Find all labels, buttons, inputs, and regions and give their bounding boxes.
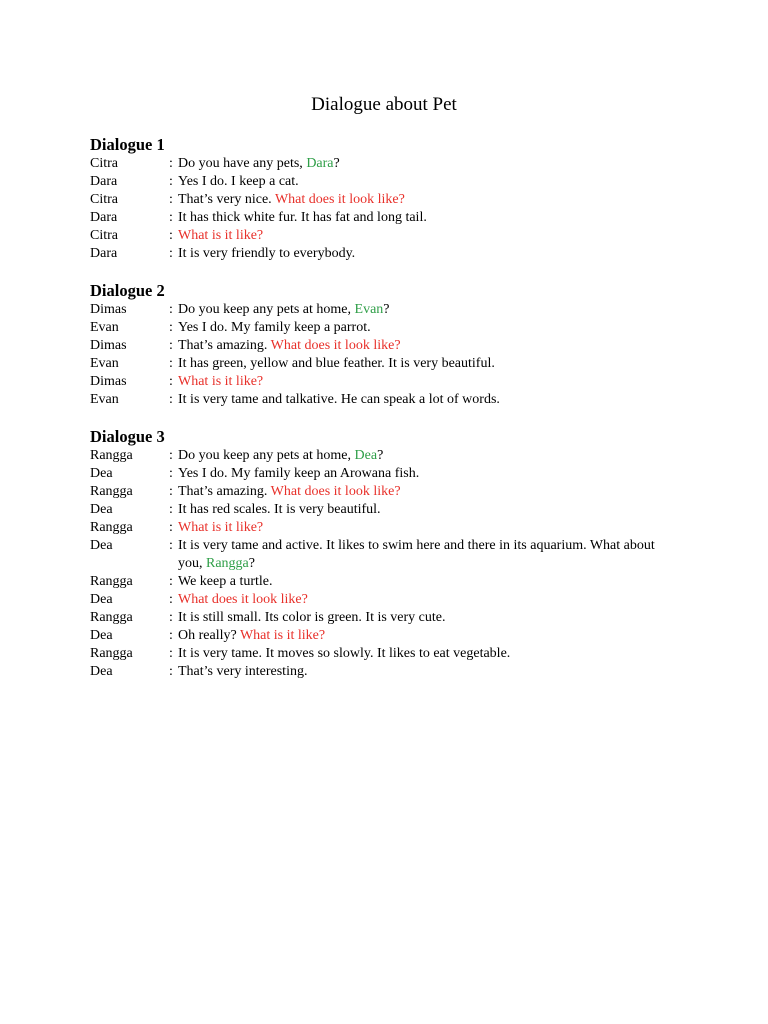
utterance <box>178 627 668 645</box>
speaker-name: Evan <box>90 320 119 335</box>
utterance-text: It is still small. Its color is green. It is very cute. <box>178 610 446 625</box>
speaker-name: Dimas <box>90 302 127 317</box>
utterance <box>178 537 668 573</box>
utterance-text: ? <box>377 448 384 463</box>
dialogue-line <box>90 465 690 483</box>
utterance <box>178 373 668 391</box>
document-title: Dialogue about Pet <box>311 94 457 115</box>
speaker-separator: : <box>169 392 173 407</box>
speaker-name: Dea <box>90 502 113 517</box>
utterance-text: It is very tame and active. It likes to swim here and there in its aquarium. What about you, <box>178 538 655 571</box>
utterance <box>178 519 668 537</box>
speaker-separator: : <box>169 610 173 625</box>
dialogue-line <box>90 591 690 609</box>
utterance <box>178 301 668 319</box>
dialogue-heading: Dialogue 3 <box>90 427 165 446</box>
speaker-name: Dimas <box>90 374 127 389</box>
utterance-text: Yes I do. My family keep a parrot. <box>178 320 371 335</box>
speaker-name: Dimas <box>90 338 127 353</box>
utterance-text: It is very friendly to everybody. <box>178 246 356 261</box>
utterance-text: It is very tame and talkative. He can speak a lot of words. <box>178 392 500 407</box>
utterance <box>178 319 668 337</box>
utterance-text: That’s very interesting. <box>178 664 308 679</box>
speaker-separator: : <box>169 628 173 643</box>
utterance <box>178 155 668 173</box>
utterance-text: That’s amazing. <box>178 484 271 499</box>
utterance-text: Do you have any pets, <box>178 156 307 171</box>
utterance-text: That’s amazing. <box>178 338 271 353</box>
question-phrase: What is it like? <box>178 520 264 535</box>
speaker-name: Dea <box>90 592 113 607</box>
utterance <box>178 501 668 519</box>
question-phrase: What does it look like? <box>270 338 401 353</box>
dialogue-line <box>90 573 690 591</box>
speaker-name: Dea <box>90 466 113 481</box>
speaker-separator: : <box>169 356 173 371</box>
dialogue-section-1 <box>90 135 690 263</box>
dialogue-line <box>90 447 690 465</box>
dialogue-line <box>90 609 690 627</box>
dialogue-line <box>90 483 690 501</box>
speaker-separator: : <box>169 520 173 535</box>
speaker-separator: : <box>169 192 173 207</box>
utterance <box>178 173 668 191</box>
dialogue-line <box>90 391 690 409</box>
speaker-separator: : <box>169 302 173 317</box>
dialogue-line <box>90 537 690 573</box>
utterance-text: Yes I do. I keep a cat. <box>178 174 299 189</box>
speaker-name: Dea <box>90 538 113 553</box>
utterance <box>178 591 668 609</box>
utterance <box>178 191 668 209</box>
utterance <box>178 391 668 409</box>
speaker-name: Evan <box>90 392 119 407</box>
speaker-separator: : <box>169 592 173 607</box>
dialogue-line <box>90 373 690 391</box>
dialogue-heading: Dialogue 2 <box>90 281 165 300</box>
utterance-text: ? <box>383 302 390 317</box>
speaker-name: Rangga <box>90 484 133 499</box>
speaker-name: Rangga <box>90 610 133 625</box>
dialogue-line <box>90 301 690 319</box>
dialogue-line <box>90 355 690 373</box>
speaker-separator: : <box>169 374 173 389</box>
speaker-separator: : <box>169 174 173 189</box>
utterance-text: That’s very nice. <box>178 192 275 207</box>
dialogue-line <box>90 337 690 355</box>
addressee-name: Dea <box>354 448 378 463</box>
speaker-separator: : <box>169 320 173 335</box>
addressee-name: Rangga <box>206 556 249 571</box>
dialogue-line <box>90 627 690 645</box>
utterance <box>178 227 668 245</box>
dialogue-line <box>90 245 690 263</box>
utterance-text: It is very tame. It moves so slowly. It likes to eat vegetable. <box>178 646 511 661</box>
utterance <box>178 663 668 681</box>
utterance <box>178 573 668 591</box>
speaker-name: Evan <box>90 356 119 371</box>
speaker-separator: : <box>169 246 173 261</box>
dialogue-line <box>90 227 690 245</box>
dialogue-line <box>90 173 690 191</box>
dialogue-line <box>90 209 690 227</box>
utterance-text: Oh really? <box>178 628 240 643</box>
dialogue-line <box>90 191 690 209</box>
speaker-separator: : <box>169 448 173 463</box>
utterance <box>178 337 668 355</box>
utterance-text: We keep a turtle. <box>178 574 273 589</box>
utterance-text: Do you keep any pets at home, <box>178 448 355 463</box>
question-phrase: What does it look like? <box>178 592 308 607</box>
dialogue-line <box>90 319 690 337</box>
speaker-name: Citra <box>90 228 118 243</box>
speaker-separator: : <box>169 338 173 353</box>
speaker-separator: : <box>169 156 173 171</box>
dialogue-line <box>90 519 690 537</box>
dialogue-lines <box>90 301 690 409</box>
speaker-separator: : <box>169 484 173 499</box>
dialogue-section-2 <box>90 281 690 409</box>
utterance <box>178 609 668 627</box>
dialogue-lines <box>90 447 690 681</box>
speaker-separator: : <box>169 466 173 481</box>
question-phrase: What is it like? <box>178 374 264 389</box>
dialogue-line <box>90 663 690 681</box>
speaker-name: Rangga <box>90 448 133 463</box>
speaker-name: Citra <box>90 192 118 207</box>
speaker-separator: : <box>169 210 173 225</box>
speaker-name: Dara <box>90 210 118 225</box>
addressee-name: Evan <box>354 302 384 317</box>
speaker-name: Dara <box>90 174 118 189</box>
speaker-name: Dea <box>90 664 113 679</box>
speaker-separator: : <box>169 228 173 243</box>
dialogue-heading: Dialogue 1 <box>90 135 165 154</box>
speaker-separator: : <box>169 538 173 553</box>
question-phrase: What is it like? <box>178 228 264 243</box>
utterance <box>178 645 668 663</box>
utterance-text: It has thick white fur. It has fat and long tail. <box>178 210 427 225</box>
speaker-name: Rangga <box>90 520 133 535</box>
addressee-name: Dara <box>306 156 334 171</box>
utterance <box>178 355 668 373</box>
question-phrase: What is it like? <box>239 628 326 643</box>
speaker-name: Citra <box>90 156 118 171</box>
utterance-text: It has green, yellow and blue feather. It is very beautiful. <box>178 356 495 371</box>
speaker-separator: : <box>169 502 173 517</box>
speaker-name: Rangga <box>90 646 133 661</box>
utterance <box>178 209 668 227</box>
dialogue-section-3 <box>90 427 690 681</box>
utterance <box>178 245 668 263</box>
dialogue-line <box>90 645 690 663</box>
utterance-text: ? <box>248 556 255 571</box>
speaker-name: Dea <box>90 628 113 643</box>
utterance-text: Yes I do. My family keep an Arowana fish. <box>178 466 420 481</box>
question-phrase: What does it look like? <box>270 484 401 499</box>
utterance-text: ? <box>333 156 340 171</box>
utterance <box>178 483 668 501</box>
speaker-separator: : <box>169 574 173 589</box>
utterance-text: It has red scales. It is very beautiful. <box>178 502 381 517</box>
dialogue-line <box>90 155 690 173</box>
utterance <box>178 465 668 483</box>
dialogue-lines <box>90 155 690 263</box>
speaker-name: Rangga <box>90 574 133 589</box>
question-phrase: What does it look like? <box>274 192 405 207</box>
speaker-separator: : <box>169 646 173 661</box>
speaker-name: Dara <box>90 246 118 261</box>
utterance <box>178 447 668 465</box>
dialogue-line <box>90 501 690 519</box>
utterance-text: Do you keep any pets at home, <box>178 302 355 317</box>
speaker-separator: : <box>169 664 173 679</box>
